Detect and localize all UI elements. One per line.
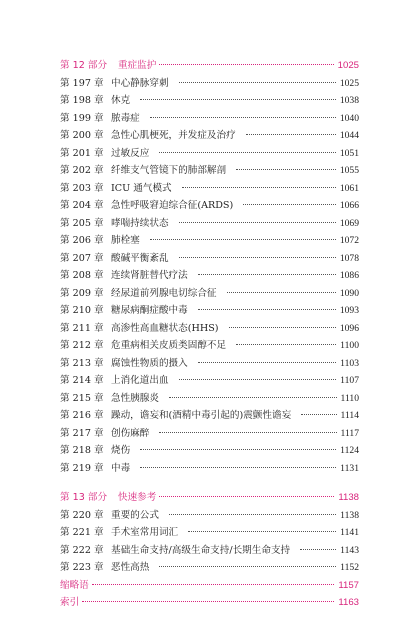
page-number: 1131 [340, 462, 359, 474]
chapter-number: 第 218 章 [60, 445, 104, 456]
chapter-number: 第 217 章 [60, 427, 104, 439]
page-number: 1117 [340, 427, 359, 439]
dot-leader [236, 169, 336, 170]
toc-entry-index[interactable] [60, 594, 359, 612]
page-number: 1038 [339, 95, 359, 106]
chapter-title: 高渗性高血糖状态(HHS) [111, 322, 219, 334]
page-number: 1100 [340, 340, 359, 351]
chapter-title: 上消化道出血 [111, 375, 169, 386]
toc-entry[interactable] [60, 425, 359, 443]
chapter-number: 第 207 章 [60, 252, 104, 264]
dot-leader [150, 117, 336, 118]
dot-leader [140, 467, 336, 468]
chapter-number: 第 213 章 [60, 357, 104, 369]
dot-leader [243, 204, 336, 205]
page-number: 1138 [338, 492, 359, 503]
page-number: 1124 [340, 445, 359, 456]
toc-entry[interactable] [60, 559, 359, 577]
toc-entry[interactable] [60, 110, 359, 128]
chapter-number: 第 204 章 [60, 200, 104, 211]
dot-leader [179, 257, 336, 258]
chapter-number: 第 215 章 [60, 392, 104, 404]
page-number: 1096 [339, 322, 359, 334]
toc-entry[interactable] [60, 302, 359, 320]
page-number: 1090 [339, 287, 359, 299]
toc-entry-abbreviations[interactable] [60, 577, 359, 595]
chapter-title: 中心静脉穿刺 [111, 77, 169, 89]
toc-entry[interactable] [60, 507, 359, 525]
dot-leader [198, 309, 336, 310]
chapter-title: 哮喘持续状态 [111, 217, 169, 229]
toc-entry[interactable] [60, 542, 359, 560]
toc-entry[interactable] [60, 180, 359, 198]
toc-entry[interactable] [60, 75, 359, 93]
part-title: 重症监护 [118, 60, 157, 71]
chapter-title: 躁动，谵妄和(酒精中毒引起的)震颤性谵妄 [111, 410, 292, 421]
toc-entry[interactable] [60, 442, 359, 460]
page-number: 1141 [340, 527, 359, 538]
toc-entry[interactable] [60, 337, 359, 355]
dot-leader [159, 64, 333, 65]
page-number: 1069 [339, 217, 359, 229]
dot-leader [159, 496, 334, 497]
chapter-number: 第 197 章 [60, 77, 104, 89]
toc-entry[interactable] [60, 145, 359, 163]
page-number: 1086 [339, 270, 359, 281]
toc-entry[interactable] [60, 162, 359, 180]
chapter-number: 第 198 章 [60, 95, 104, 106]
page-number: 1157 [338, 579, 359, 591]
page-number: 1066 [339, 200, 359, 211]
chapter-number: 第 201 章 [60, 147, 104, 159]
chapter-number: 第 199 章 [60, 112, 104, 124]
dot-leader [169, 397, 337, 398]
page-number: 1143 [340, 544, 359, 556]
dot-leader [92, 584, 335, 585]
chapter-number: 第 216 章 [60, 410, 104, 421]
chapter-title: 肺栓塞 [111, 235, 140, 246]
page-number: 1163 [338, 597, 359, 608]
toc-entry[interactable] [60, 92, 359, 110]
chapter-number: 第 211 章 [60, 322, 104, 334]
dot-leader [179, 82, 336, 83]
entry-title: 索引 [60, 597, 80, 608]
chapter-title: 手术室常用词汇 [111, 527, 179, 538]
dot-leader [140, 99, 336, 100]
entry-title: 缩略语 [60, 579, 89, 591]
toc-entry[interactable] [60, 460, 359, 478]
page-number: 1110 [340, 392, 359, 404]
part-label: 第 12 部分 [60, 60, 108, 71]
page-number: 1061 [339, 182, 359, 194]
chapter-title: 中毒 [111, 462, 131, 474]
page-number: 1055 [339, 165, 359, 176]
dot-leader [300, 549, 336, 550]
chapter-number: 第 202 章 [60, 165, 104, 176]
toc-entry[interactable] [60, 355, 359, 373]
chapter-number: 第 212 章 [60, 340, 104, 351]
toc-entry[interactable] [60, 407, 359, 425]
chapter-number: 第 205 章 [60, 217, 104, 229]
part-heading[interactable] [60, 57, 359, 75]
part-label: 第 13 部分 [60, 492, 108, 503]
chapter-number: 第 210 章 [60, 305, 104, 316]
page-number: 1025 [339, 77, 359, 89]
page-number: 1051 [339, 147, 359, 159]
chapter-number: 第 219 章 [60, 462, 104, 474]
page-number: 1040 [339, 112, 359, 124]
toc-entry[interactable] [60, 250, 359, 268]
dot-leader [227, 292, 336, 293]
dot-leader [179, 379, 337, 380]
chapter-number: 第 221 章 [60, 527, 104, 538]
toc-entry[interactable] [60, 390, 359, 408]
chapter-title: 基础生命支持/高级生命支持/长期生命支持 [111, 544, 291, 556]
chapter-title: 危重病相关皮质类固醇不足 [111, 340, 227, 351]
part-heading[interactable] [60, 489, 359, 507]
page-number: 1078 [339, 252, 359, 264]
chapter-title: 连续肾脏替代疗法 [111, 270, 188, 281]
dot-leader [159, 432, 336, 433]
chapter-title: 恶性高热 [111, 562, 150, 573]
chapter-number: 第 223 章 [60, 562, 104, 573]
chapter-title: 酸碱平衡紊乱 [111, 252, 169, 264]
chapter-number: 第 222 章 [60, 544, 104, 556]
dot-leader [188, 531, 336, 532]
chapter-title: 休克 [111, 95, 131, 106]
toc-entry[interactable] [60, 197, 359, 215]
part-title: 快速参考 [118, 492, 157, 503]
chapter-title: 急性心肌梗死，并发症及治疗 [111, 130, 236, 141]
toc-entry[interactable] [60, 215, 359, 233]
chapter-number: 第 209 章 [60, 287, 104, 299]
page-number: 1152 [340, 562, 359, 573]
dot-leader [179, 222, 336, 223]
dot-leader [182, 187, 336, 188]
toc-entry[interactable] [60, 320, 359, 338]
chapter-title: 经尿道前列腺电切综合征 [111, 287, 217, 299]
toc-entry[interactable] [60, 127, 359, 145]
chapter-number: 第 208 章 [60, 270, 104, 281]
dot-leader [150, 239, 336, 240]
dot-leader [140, 449, 336, 450]
chapter-number: 第 220 章 [60, 509, 104, 521]
dot-leader [198, 362, 336, 363]
dot-leader [301, 414, 336, 415]
chapter-number: 第 206 章 [60, 235, 104, 246]
chapter-title: 急性呼吸窘迫综合征(ARDS) [111, 200, 234, 211]
chapter-title: 创伤麻醉 [111, 427, 150, 439]
page-number: 1025 [337, 60, 359, 71]
chapter-title: 纤维支气管镜下的肺部解剖 [111, 165, 227, 176]
toc-entry[interactable] [60, 232, 359, 250]
chapter-number: 第 203 章 [60, 182, 104, 194]
chapter-title: 糖尿病酮症酸中毒 [111, 305, 188, 316]
page-number: 1044 [339, 130, 359, 141]
page-number: 1107 [340, 375, 359, 386]
toc-entry[interactable] [60, 524, 359, 542]
page-number: 1114 [340, 410, 359, 421]
page-number: 1103 [340, 357, 359, 369]
chapter-title: 过敏反应 [111, 147, 150, 159]
page-number: 1093 [339, 305, 359, 316]
chapter-title: 急性胰腺炎 [111, 392, 159, 404]
dot-leader [82, 601, 334, 602]
chapter-title: 脓毒症 [111, 112, 140, 124]
toc-entry[interactable] [60, 267, 359, 285]
page-number: 1072 [339, 235, 359, 246]
chapter-title: 烧伤 [111, 445, 131, 456]
dot-leader [246, 134, 336, 135]
chapter-title: 腐蚀性物质的摄入 [111, 357, 188, 369]
page-number: 1138 [340, 509, 359, 521]
dot-leader [159, 566, 336, 567]
toc-entry[interactable] [60, 372, 359, 390]
dot-leader [236, 344, 336, 345]
dot-leader [198, 274, 336, 275]
chapter-title: ICU 通气模式 [111, 182, 172, 194]
dot-leader [159, 152, 335, 153]
chapter-title: 重要的公式 [111, 509, 159, 521]
chapter-number: 第 200 章 [60, 130, 104, 141]
dot-leader [229, 327, 336, 328]
dot-leader [169, 514, 336, 515]
table-of-contents [60, 57, 359, 612]
toc-entry[interactable] [60, 285, 359, 303]
chapter-number: 第 214 章 [60, 375, 104, 386]
